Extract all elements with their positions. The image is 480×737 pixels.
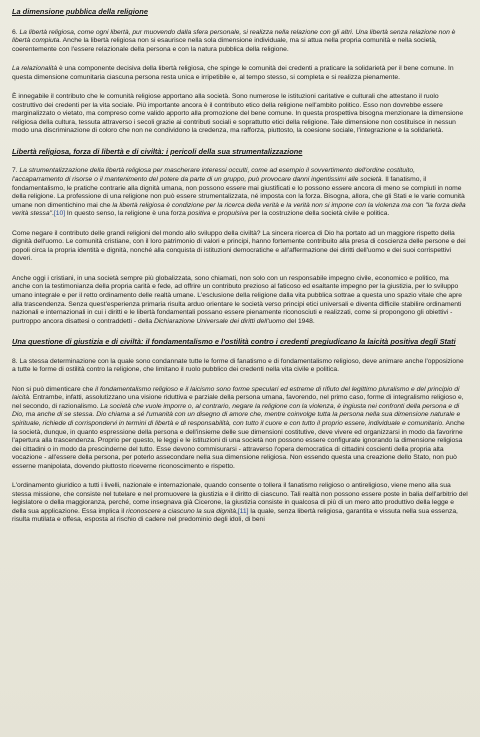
italic-text: positiva — [187, 210, 211, 218]
section-heading: Libertà religiosa, forza di libertà e di civiltà: i pericoli della sua strumentalizzazione — [12, 146, 303, 156]
text-run: . — [52, 210, 54, 218]
text-run: Anche la società, dunque, in quanto espressione della persona e dell'insieme delle sue dimensioni costitutive, deve vivere ed organizzarsi in modo da favorirne l'apertura alla trascendenza. Proprio per questo, le leggi e le istituzioni di una società non possono essere configurate ignorando la dimensione religiosa dei cittadini o in modo da prescinderne del tutto. Esse devono commisurarsi - attraverso l'opera democratica di cittadini coscienti della propria alta vocazione - all'essere della persona, per poterlo assecondare nella sua dimensione religiosa. Non essendo questa una creazione dello Stato, non può esserne manipolata, dovendo piuttosto riceverne riconoscimento e rispetto. — [12, 420, 465, 470]
section-heading: Una questione di giustizia e di civiltà: il fondamentalismo e l'ostilità contro i credenti pregiudicano la laicità positiva degli Stati — [12, 337, 456, 347]
italic-text: La relazionalità — [12, 65, 58, 73]
footnote-link[interactable]: [10] — [53, 210, 66, 218]
text-run: del 1948. — [285, 317, 315, 325]
italic-text: La società che vuole imporre o, al contrario, negare la religione con la violenza, è ingiusta nei confronti della persona e di Dio, ma anche di se stessa. Dio chiama a sé l'umanità con un disegno di amore che, mentre coinvolge tutta la persona nella sua dimensione naturale e spirituale, richiede di corrispondervi in termini di libertà e di responsabilità, con tutto il cuore e con tutto il proprio essere, individuale e comunitario. — [12, 402, 461, 427]
text-run: Non si può dimenticare che — [12, 385, 96, 393]
paragraph — [12, 358, 468, 375]
text-run: e — [210, 210, 218, 218]
text-run: In questo senso, la religione è una forza — [65, 210, 188, 218]
text-run: L'ordinamento giuridico a tutti i livelli, nazionale e internazionale, quando consente o tollera il fanatismo religioso o antireligioso, viene meno alla sua stessa missione, che consiste nel tutelare e nel promuovere la giustizia e il diritto di ciascuno. Tali realtà non possono essere poste in balia dell'arbitrio del legislatore o della maggioranza, perché, come insegnava già Cicerone, la giustizia consiste in qualcosa di più di un mero atto produttivo della legge e della sua applicazione. Essa implica il — [12, 482, 468, 515]
paragraph — [12, 167, 468, 218]
italic-text: Dichiarazione Universale dei diritti dell'uomo — [153, 317, 286, 325]
text-run: la quale, senza libertà religiosa, garantita e vissuta nella sua essenza, risulta mutilata e offesa, esposta al rischio di cadere nel predominio degli idoli, di beni — [12, 507, 458, 524]
italic-text: la libertà religiosa è condizione per la ricerca della verità e la verità non si impone con la violenza ma con "la forza della verità stessa" — [12, 201, 466, 218]
italic-text: riconoscere a ciascuno la sua dignità — [126, 507, 236, 515]
text-run: , — [235, 507, 238, 515]
paragraph — [12, 93, 468, 136]
text-run: 6. — [12, 28, 20, 36]
paragraph — [12, 386, 468, 471]
text-run: è una componente decisiva della libertà religiosa, che spinge le comunità dei credenti a praticare la solidarietà per il bene comune. In questa dimensione comunitaria ciascuna persona resta unica e irripetibile e, al tempo stesso, si completa e si realizza pienamente. — [12, 65, 454, 81]
text-run: Il fanatismo, il fondamentalismo, le pratiche contrarie alla dignità umana, non possono essere mai giustificati e lo possono essere ancora di meno se compiuti in nome della religione. La professione di una religione non può essere strumentalizzata, né imposta con la forza. Bisogna, allora, che gli Stati e le varie comunità umane non dimentichino mai che — [12, 176, 465, 209]
paragraph — [12, 275, 468, 326]
italic-text: La libertà religiosa, come ogni libertà, pur muovendo dalla sfera personale, si realizza nella relazione con gli altri. Una libertà senza relazione non è libertà compiuta. — [12, 28, 456, 45]
text-run: È innegabile il contributo che le comunità religiose apportano alla società. Sono numerose le istituzioni caritative e culturali che attestano il ruolo costruttivo dei credenti per la vita sociale. Più importante ancora è il contributo etico della religione nell'ambito politico. Esso non dovrebbe essere marginalizzato o vietato, ma compreso come valido apporto alla promozione del bene comune. In questa prospettiva bisogna menzionare la dimensione religiosa della cultura, tessuta attraverso i secoli grazie ai contributi sociali e soprattutto etici della religione. Tale dimensione non costituisce in nessun modo una discriminazione di coloro che non ne condividono la credenza, ma rafforza, piuttosto, la coesione sociale, l'integrazione e la solidarietà. — [12, 93, 464, 135]
footnote-link[interactable]: [11] — [237, 507, 249, 515]
text-run: 8. La stessa determinazione con la quale sono condannate tutte le forme di fanatismo e di fondamentalismo religioso, deve animare anche l'opposizione a tutte le forme di ostilità contro la religione, che limitano il ruolo pubblico dei credenti nella vita civile e politica. — [12, 357, 464, 374]
paragraph — [12, 482, 468, 525]
section-heading: La dimensione pubblica della religione — [12, 7, 148, 16]
paragraph — [12, 230, 468, 264]
paragraph — [12, 65, 468, 82]
text-run: Anche la libertà religiosa non si esaurisce nella sola dimensione individuale, ma si attua nella propria comunità e nella società, coerentemente con l'essere relazionale della persona e con la natura pubblica della religione. — [12, 37, 437, 53]
text-run: per la costruzione della società civile e politica. — [248, 210, 390, 218]
italic-text: propulsiva — [217, 210, 249, 218]
text-run: Entrambe, infatti, assolutizzano una visione riduttiva e parziale della persona umana, favorendo, nel primo caso, forme di integralismo religioso e, nel secondo, di razionalismo. — [12, 394, 464, 410]
italic-text: La strumentalizzazione della libertà religiosa per mascherare interessi occulti, come ad esempio il sovvertimento dell'ordine costituito, l'accaparramento di risorse o il mantenimento del potere da parte di un gruppo, può provocare danni ingentissimi alle società. — [12, 167, 415, 184]
paragraph — [12, 29, 468, 55]
text-run: Anche oggi i cristiani, in una società sempre più globalizzata, sono chiamati, non solo con un responsabile impegno civile, economico e politico, ma anche con la testimonianza della propria carità e fede, ad offrire un contributo prezioso al faticoso ed esaltante impegno per la giustizia, per lo sviluppo umano integrale e per il retto ordinamento delle realtà umane. L'esclusione della religione dalla vita pubblica sottrae a questa uno spazio vitale che apre alla trascendenza. Senza quest'esperienza primaria risulta arduo orientare le società verso principi etici universali e diventa difficile stabilire ordinamenti nazionali e internazionali in cui i diritti e le libertà fondamentali possano essere pienamente riconosciuti e realizzati, come si propongono gli obiettivi - purtroppo ancora disattesi o contraddetti - della — [12, 274, 462, 325]
text-run: 7. — [12, 167, 20, 175]
text-run: Come negare il contributo delle grandi religioni del mondo allo sviluppo della civiltà? La sincera ricerca di Dio ha portato ad un maggiore rispetto della dignità dell'uomo. Le comunità cristiane, con il loro patrimonio di valori e principi, hanno fortemente contribuito alla presa di coscienza delle persone e dei popoli circa la propria identità e dignità, nonché alla conquista di istituzioni democratiche e all'affermazione dei diritti dell'uomo e dei suoi corrispettivi doveri. — [12, 229, 466, 263]
italic-text: il fondamentalismo religioso e il laicismo sono forme speculari ed estreme di rifiuto del legittimo pluralismo e del principio di laicità. — [12, 385, 460, 402]
